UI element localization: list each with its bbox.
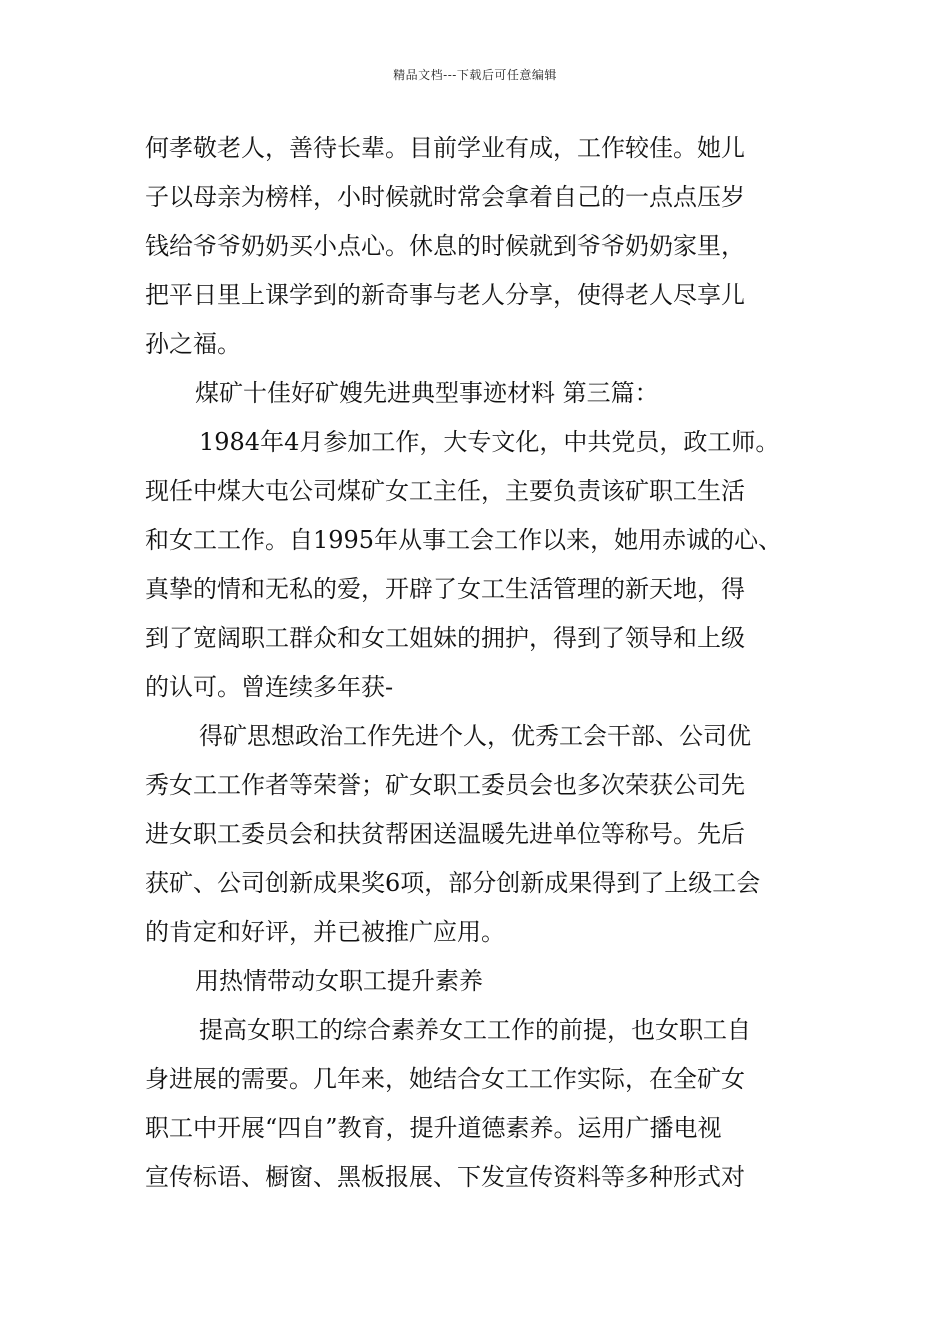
page-header: 精品文档---下载后可任意编辑 (393, 68, 557, 82)
text-line: 得矿思想政治工作先进个人，优秀工会干部、公司优 (199, 722, 751, 750)
section-heading: 用热情带动女职工提升素养 (195, 967, 483, 995)
text-line: 获矿、公司创新成果奖6项，部分创新成果得到了上级工会 (145, 869, 761, 897)
text-line: 提高女职工的综合素养女工工作的前提，也女职工自 (199, 1016, 751, 1044)
text-line: 到了宽阔职工群众和女工姐妹的拥护，得到了领导和上级 (145, 624, 745, 652)
text-line: 职工中开展“四自”教育，提升道德素养。运用广播电视 (145, 1114, 722, 1142)
section-heading: 煤矿十佳好矿嫂先进典型事迹材料 第三篇： (195, 379, 659, 407)
text-line: 把平日里上课学到的新奇事与老人分享，使得老人尽享儿 (145, 281, 745, 309)
text-line: 钱给爷爷奶奶买小点心。休息的时候就到爷爷奶奶家里， (145, 232, 745, 260)
text-line: 宣传标语、橱窗、黑板报展、下发宣传资料等多种形式对 (145, 1163, 745, 1191)
text-line: 的认可。曾连续多年获- (145, 673, 394, 701)
text-line: 何孝敬老人，善待长辈。目前学业有成，工作较佳。她儿 (145, 134, 745, 162)
text-line: 1984年4月参加工作，大专文化，中共党员，政工师。 (199, 428, 780, 456)
text-line: 子以母亲为榜样，小时候就时常会拿着自己的一点点压岁 (145, 183, 745, 211)
text-line: 身进展的需要。几年来，她结合女工工作实际，在全矿女 (145, 1065, 745, 1093)
text-line: 秀女工工作者等荣誉；矿女职工委员会也多次荣获公司先 (145, 771, 745, 799)
text-line: 现任中煤大屯公司煤矿女工主任，主要负责该矿职工生活 (145, 477, 745, 505)
text-line: 真挚的情和无私的爱，开辟了女工生活管理的新天地，得 (145, 575, 745, 603)
text-line: 和女工工作。自1995年从事工会工作以来，她用赤诚的心、 (145, 526, 783, 554)
body-text (145, 124, 825, 1202)
text-line: 的肯定和好评，并已被推广应用。 (145, 918, 505, 946)
text-line: 进女职工委员会和扶贫帮困送温暖先进单位等称号。先后 (145, 820, 745, 848)
text-line: 孙之福。 (145, 330, 241, 358)
